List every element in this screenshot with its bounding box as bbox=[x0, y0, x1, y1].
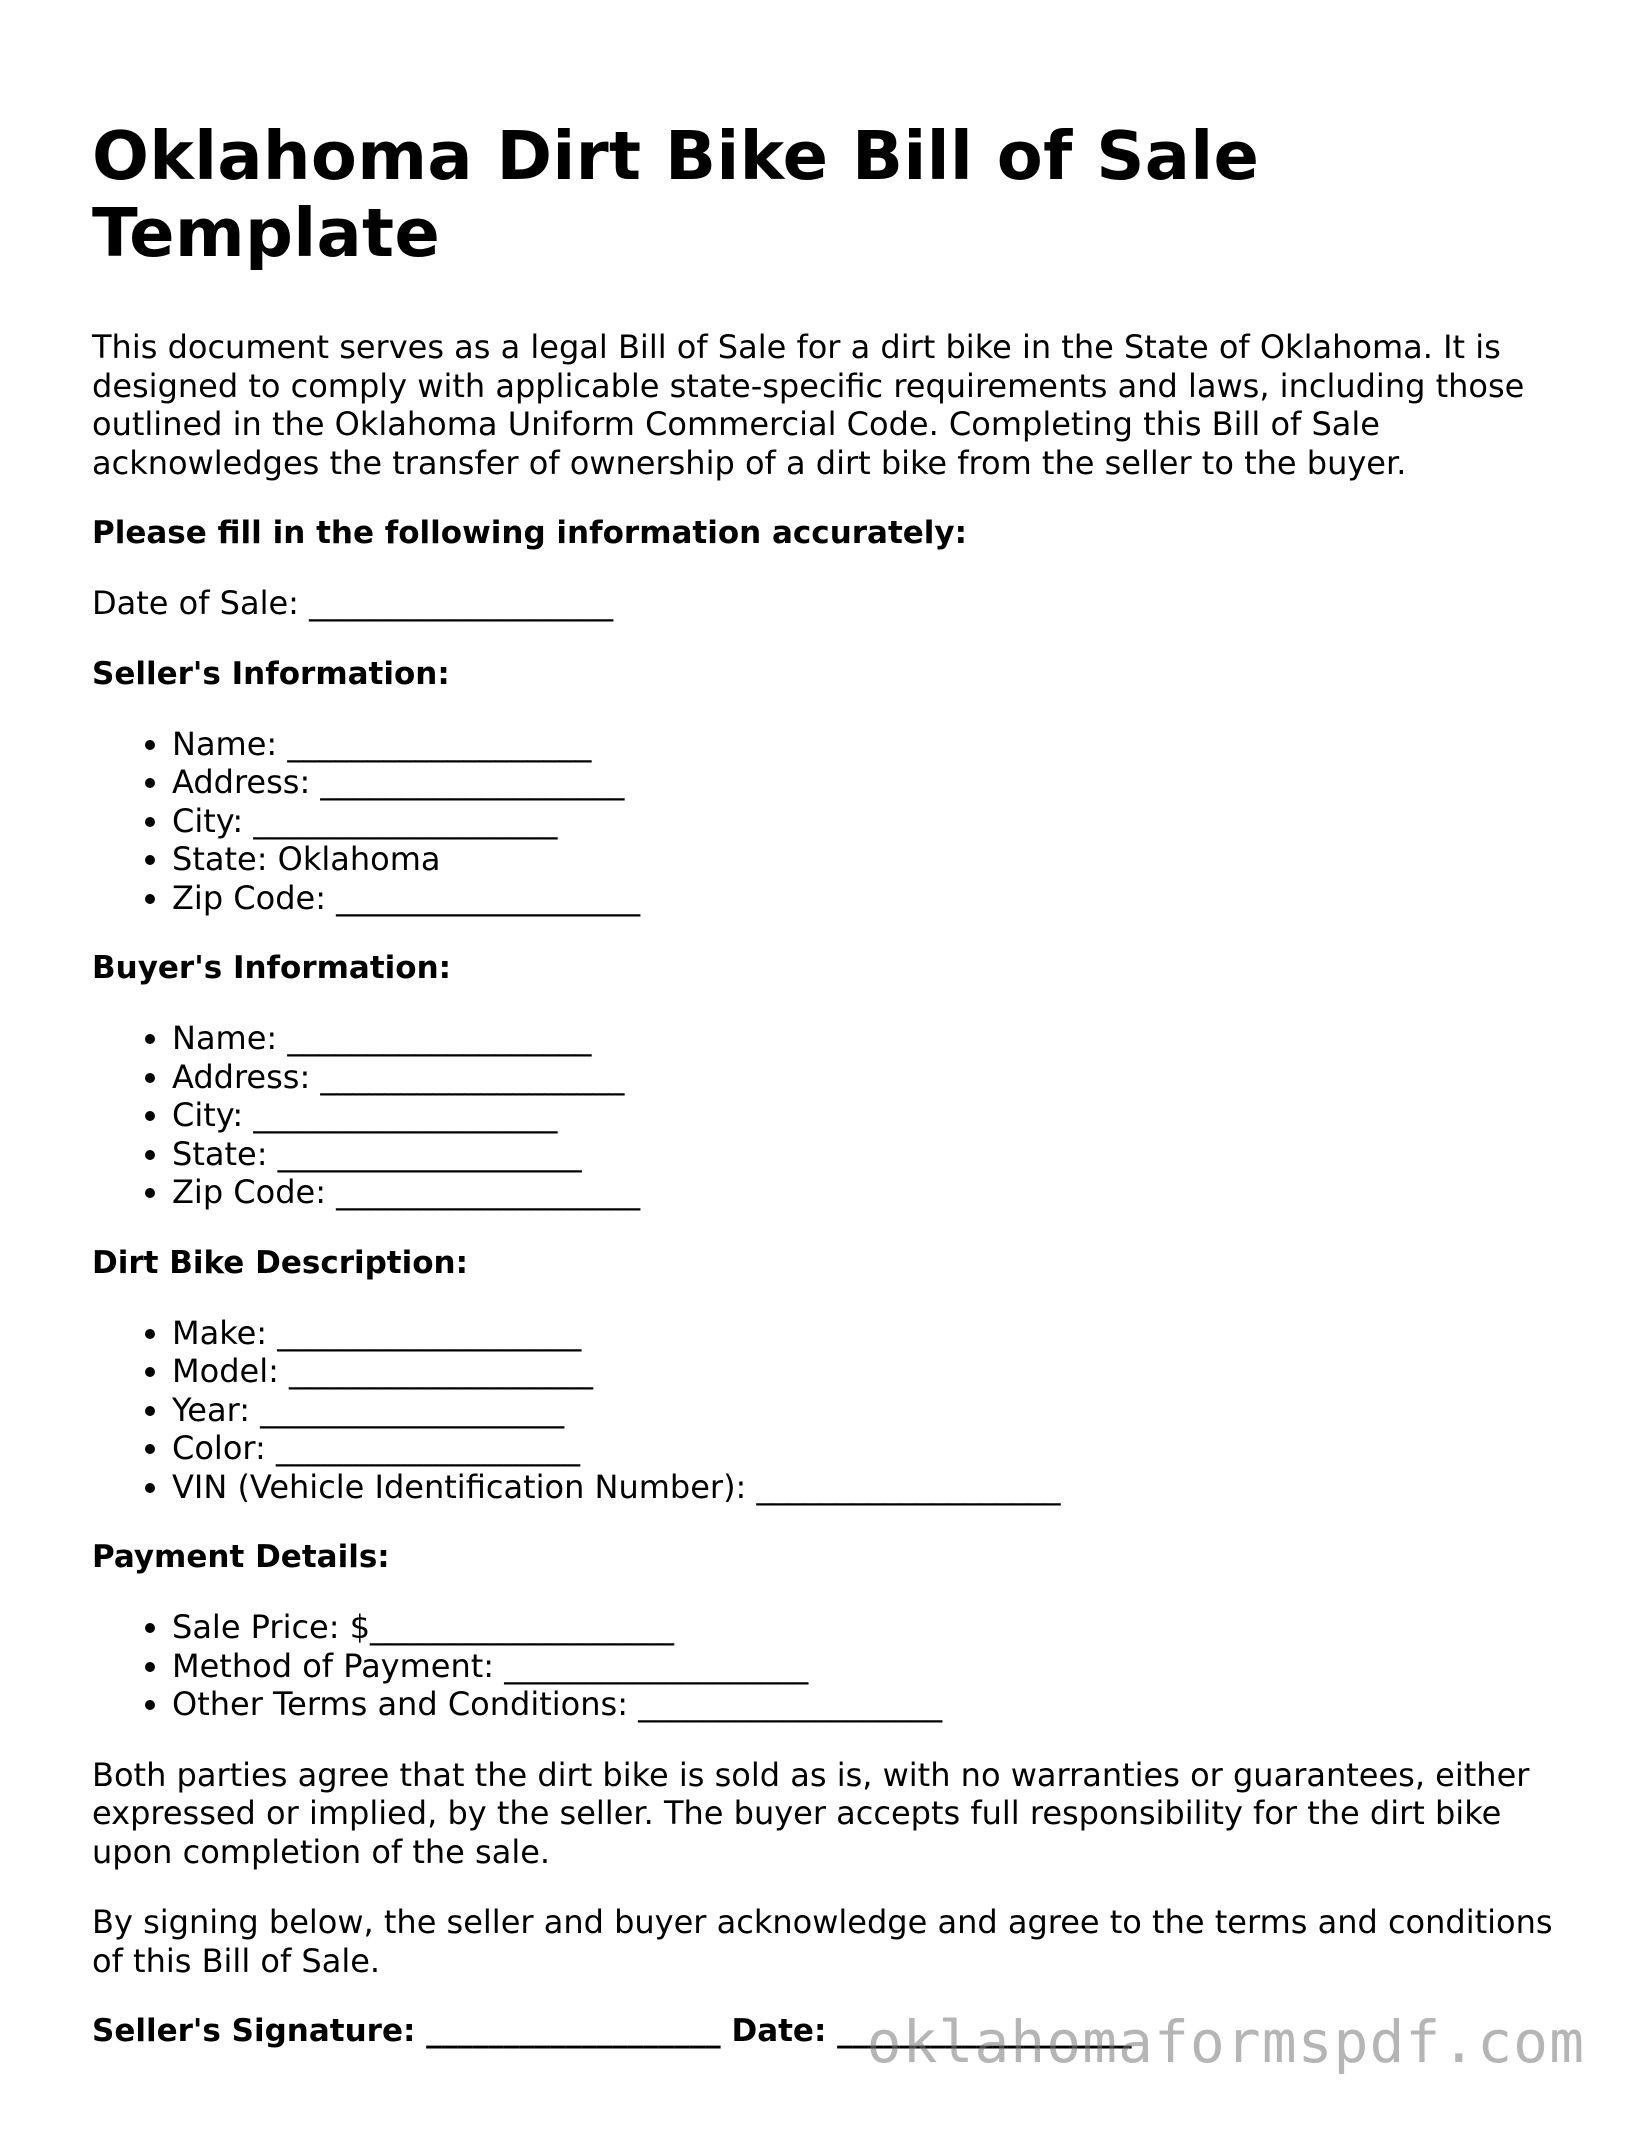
bike-vin-field: • VIN (Vehicle Identification Number): ___________________ bbox=[172, 1468, 1572, 1507]
as-is-clause: Both parties agree that the dirt bike is sold as is, with no warranties or guarantees, either expressed or implied, by the seller. The buyer accepts full responsibility for the dirt bike upon completion of the sale. bbox=[92, 1755, 1530, 1871]
seller-address-field: • Address: ___________________ bbox=[172, 763, 1572, 802]
payment-heading: Payment Details: bbox=[92, 1539, 390, 1575]
seller-info-list bbox=[92, 725, 1572, 918]
document-title: Oklahoma Dirt Bike Bill of Sale Template bbox=[92, 117, 1260, 272]
seller-name-field: • Name: ___________________ bbox=[172, 725, 1572, 764]
seller-zip-field: • Zip Code: ___________________ bbox=[172, 879, 1572, 918]
buyer-info-list bbox=[92, 1019, 1572, 1212]
instruction-heading: Please fill in the following information accurately: bbox=[92, 515, 968, 551]
sale-price-field: • Sale Price: $___________________ bbox=[172, 1608, 1572, 1647]
buyer-city-field: • City: ___________________ bbox=[172, 1096, 1572, 1135]
payment-method-field: • Method of Payment: ___________________ bbox=[172, 1647, 1572, 1686]
bike-description-list bbox=[92, 1314, 1572, 1507]
buyer-state-field: • State: ___________________ bbox=[172, 1135, 1572, 1174]
date-of-sale-field: Date of Sale: ___________________ bbox=[92, 584, 614, 622]
payment-details-list bbox=[92, 1608, 1572, 1724]
buyer-name-field: • Name: ___________________ bbox=[172, 1019, 1572, 1058]
buyer-heading: Buyer's Information: bbox=[92, 950, 452, 986]
other-terms-field: • Other Terms and Conditions: ___________________ bbox=[172, 1685, 1572, 1724]
seller-heading: Seller's Information: bbox=[92, 655, 450, 692]
bike-year-field: • Year: ___________________ bbox=[172, 1391, 1572, 1430]
seller-signature-line: Seller's Signature: ___________________ Date: ___________________ bbox=[92, 2013, 1132, 2049]
site-watermark: oklahomaformspdf.com bbox=[866, 2008, 1585, 2076]
bike-make-field: • Make: ___________________ bbox=[172, 1314, 1572, 1353]
acknowledgement-paragraph: By signing below, the seller and buyer acknowledge and agree to the terms and conditions of this Bill of Sale. bbox=[92, 1903, 1553, 1980]
seller-city-field: • City: ___________________ bbox=[172, 802, 1572, 841]
buyer-address-field: • Address: ___________________ bbox=[172, 1058, 1572, 1097]
bike-description-heading: Dirt Bike Description: bbox=[92, 1244, 469, 1281]
bike-model-field: • Model: ___________________ bbox=[172, 1352, 1572, 1391]
document-page bbox=[92, 118, 1572, 2050]
bike-color-field: • Color: ___________________ bbox=[172, 1429, 1572, 1468]
buyer-zip-field: • Zip Code: ___________________ bbox=[172, 1173, 1572, 1212]
seller-state-field: • State: Oklahoma bbox=[172, 840, 1572, 879]
intro-paragraph: This document serves as a legal Bill of Sale for a dirt bike in the State of Oklahoma. It is designed to comply with applicable state-specific requirements and laws, including those outlined in the Oklahoma Uniform Commercial Code. Completing this Bill of Sale acknowledges the transfer of ownership of a dirt bike from the seller to the buyer. bbox=[92, 328, 1525, 482]
